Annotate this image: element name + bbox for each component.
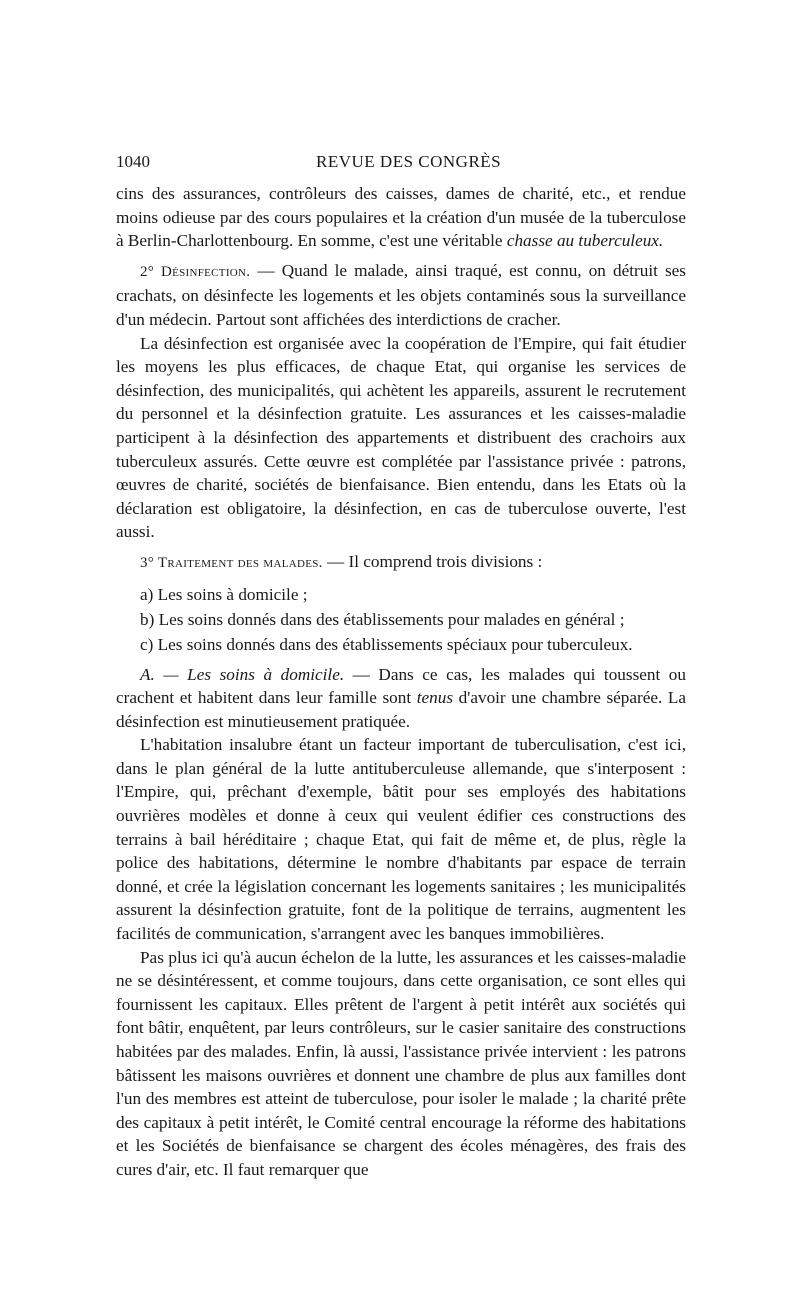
paragraph-assurances: Pas plus ici qu'à aucun échelon de la lutte, les assurances et les caisses-maladie ne se désintéressent, et comme toujours, dans cette organisation, ce sont elles qui fournissent les capitaux. Elles prêtent de l'argent à petit intérêt aux sociétés qui font bâtir, enquêtent, par leurs contrôleurs, sur le casier sanitaire des constructions habitées par des malades. Enfin, là aussi, l'assistance privée intervient : les patrons bâtissent les maisons ouvrières et donnent une chambre de plus aux familles dont l'un des membres est atteint de tuberculose, pour isoler le malade ; la charité prête des capitaux à petit intérêt, le Comité central encourage la réforme des habitations et les Sociétés de bienfaisance se chargent des écoles ménagères, des frais des cures d'air, etc. Il faut remarquer que (116, 947, 686, 1179)
paragraph-text: — Il comprend trois divisions : (322, 551, 543, 571)
section-heading: A. — Les soins à domicile. (140, 664, 345, 684)
page-number: 1040 (116, 152, 150, 171)
emphasis-text: chasse au tuberculeux. (506, 231, 664, 251)
list-item: a) Les soins à domicile ; (140, 584, 308, 604)
paragraph-habitation: L'habitation insalubre étant un facteur important de tuberculisation, c'est ici, dans le plan général de la lutte antituberculeuse allemande, que s'interposent : l'Empire, qui, prêchant d'exemple, bâtit pour ses employés des habitations ouvrières modèles et donne à ceux qui veulent édifier ces constructions des terrains à bail héréditaire ; chaque Etat, qui fait de même et, de plus, règle la police des habitations, détermine le nombre d'habitants par espace de terrain donné, et crée la législation concernant les logements sanitaires ; les municipalités assurent la désinfection gratuite, font de la politique de terrains, augmentent les facilités de communication, s'arrangent avec les banques immobilières. (116, 735, 686, 944)
list-item: b) Les soins donnés dans des établissements pour malades en général ; (140, 609, 625, 629)
paragraph-text: — Dans ce cas, les malades qui toussent ou crachent et habitent dans leur famille sont (116, 664, 686, 708)
paragraph-organisation: La désinfection est organisée avec la coopération de l'Empire, qui fait étudier les moyens les plus efficaces, de chaque Etat, qui organise les services de désinfection, des municipalités, qui achètent les appareils, assurent le recrutement du personnel et la désinfection gratuite. Les assurances et les caisses-maladie participent à la désinfection des appartements et distribuent des crachoirs aux tuberculeux assurés. Cette œuvre est complétée par l'assistance privée : patrons, œuvres de charité, sociétés de bienfaisance. Bien entendu, dans les Etats où la déclaration est obligatoire, la désinfection, en cas de tuberculose ouverte, l'est aussi. (116, 333, 686, 542)
list-item: c) Les soins donnés dans des établissements spéciaux pour tuberculeux. (140, 634, 633, 654)
paragraph-desinfection (116, 259, 686, 332)
paragraph-text: d'avoir une chambre séparée. La désinfection est minutieusement pratiquée. (116, 688, 687, 731)
body-text (116, 182, 686, 1182)
section-label: 3° Traitement des malades. (140, 554, 323, 571)
running-title: REVUE DES CONGRÈS (316, 152, 502, 171)
paragraph-text: cins des assurances, contrôleurs des caisses, dames de charité, etc., et rendue moins odieuse par des cours populaires et la création d'un musée de la tuberculose à Berlin-Charlottenbourg. En somme, c'est une véritable (116, 184, 686, 251)
paragraph-traitement (116, 550, 686, 576)
paragraph-text: — Quand le malade, ainsi traqué, est connu, on détruit ses crachats, on désinfecte les logements et les objets contaminés sous la surveillance d'un médecin. Partout sont affichées des interdictions de cracher. (116, 260, 686, 329)
emphasis-text: tenus (416, 688, 454, 708)
section-label: 2° Désinfection. (140, 263, 251, 280)
paragraph-soins-domicile (116, 663, 686, 734)
divisions-list (116, 582, 686, 657)
page-header (116, 152, 686, 176)
paragraph-continuation (116, 182, 686, 253)
